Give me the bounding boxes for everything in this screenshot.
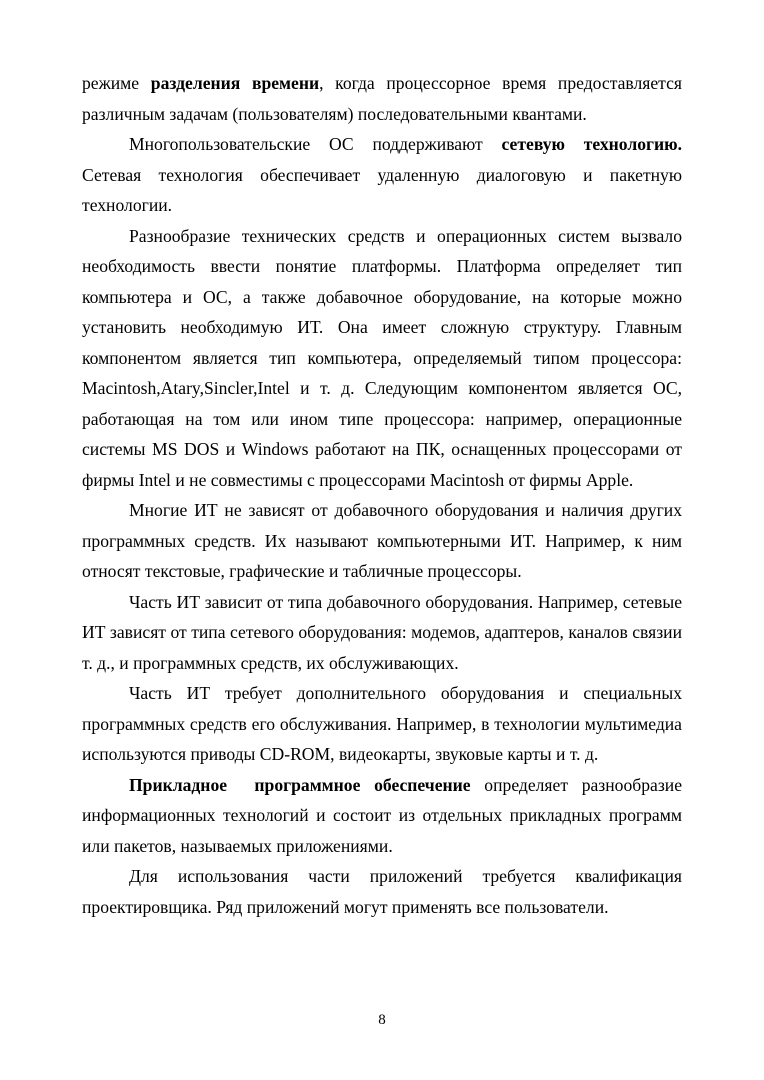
text-run: , когда процессорное время предоставляется различным задачам (пользователям) последовательными квантами. — [82, 73, 682, 124]
text-run: Часть ИТ зависит от типа добавочного оборудования. Например, сетевые ИТ зависят от типа сетевого оборудования: модемов, адаптеров, каналов связии т. д., и программных средств, их обслуживающих. — [82, 591, 682, 673]
paragraph — [82, 129, 682, 221]
bold-term: разделения времени — [150, 73, 320, 93]
page-number: 8 — [378, 1012, 386, 1028]
bold-term: сетевую технологию. — [501, 134, 682, 154]
text-run: Разнообразие технических средств и операционных систем вызвало необходимость ввести понятие платформы. Платформа определяет тип компьютера и ОС, а также добавочное оборудование, на которые можно установить необходимую ИТ. Она имеет сложную структуру. Главным компонентом является тип компьютера, определяемый типом процессора: Macintosh,Atary,Sincler,Intel и т. д. Следующим компонентом является ОС, работающая на том или ином типе процессора: например, операционные системы MS DOS и Windows работают на ПК, оснащенных процессорами от фирмы Intel и не совместимы с процессорами Macintosh от фирмы Apple. — [82, 225, 682, 490]
paragraph — [82, 68, 682, 129]
paragraph — [82, 678, 682, 770]
bold-term: Прикладное программное обеспечение — [129, 774, 471, 795]
text-run: Сетевая технология обеспечивает удаленную диалоговую и пакетную технологии. — [82, 164, 682, 215]
paragraph — [82, 770, 682, 862]
text-run: Многопользовательские ОС поддерживают — [129, 134, 502, 154]
text-run: Для использования части приложений требуется квалификация проектировщика. Ряд приложений могут применять все пользователи. — [82, 866, 682, 917]
text-run: Часть ИТ требует дополнительного оборудования и специальных программных средств его обслуживания. Например, в технологии мультимедиа используются приводы CD-ROM, видеокарты, звуковые карты и т. д. — [82, 683, 682, 764]
paragraph — [82, 495, 682, 587]
text-run: режиме — [82, 73, 151, 93]
paragraph — [82, 221, 682, 496]
body-text — [82, 68, 682, 922]
text-run: определяет разнообразие информационных технологий и состоит из отдельных прикладных программ или пакетов, называемых приложениями. — [82, 774, 682, 856]
paragraph — [82, 587, 682, 679]
paragraph — [82, 861, 682, 922]
text-run: Многие ИТ не зависят от добавочного оборудования и наличия других программных средств. Их называют компьютерными ИТ. Например, к ним относят текстовые, графические и табличные процессоры. — [82, 500, 682, 581]
